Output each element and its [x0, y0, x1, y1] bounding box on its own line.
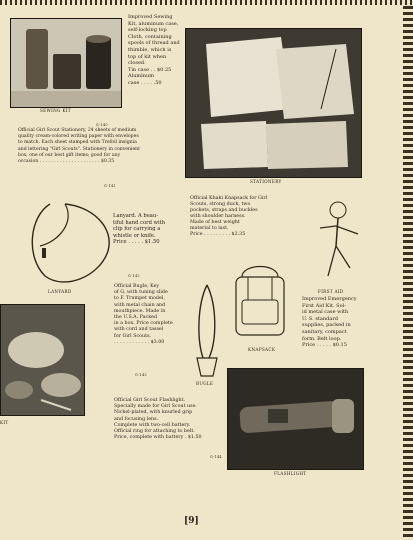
lanyard-description: Lanyard. A beau- tiful hand cord with clip for carrying a whistle or knife. Price . . . . . $1.50: [113, 213, 166, 246]
sewing-kit-photo: [10, 18, 122, 108]
sewing-kit-item-number: G-140: [96, 123, 108, 127]
mess-kit-illustration: [1, 305, 84, 415]
sewing-kit-caption: SEWING KIT: [40, 108, 71, 113]
flashlight-photo: [227, 368, 364, 470]
bugle-caption: BUGLE: [196, 381, 214, 386]
stationery-description: Official Girl Scout Stationery, 24 sheets of medium quality cream-colored writing paper with envelopes to match. Each sheet stamped with Trefoil insignia and lettering "Girl Scouts". Stationery in convenient box, one of our best gift items; good for any occasion . . . . . . . . . . . . . . . . . . . . . $0.35: [18, 128, 140, 165]
flashlight-illustration: [228, 369, 363, 469]
knapsack-caption: KNAPSACK: [248, 347, 276, 352]
flashlight-item-number: G-144: [210, 455, 222, 459]
flashlight-description: Official Girl Scout Flashlight. Specially made for Girl Scout use. Nickel-plated, with knurled grip and focusing lens. Complete with two-cell battery. Official ring for attaching to belt. Price, complete with battery . $1.50: [114, 398, 202, 441]
lanyard-illustration: [20, 196, 115, 291]
sewing-kit-illustration: [11, 19, 121, 107]
flashlight-caption: FLASHLIGHT: [274, 471, 307, 476]
stationery-illustration: [186, 29, 361, 177]
stationery-item-number: G-141: [104, 184, 116, 188]
knapsack-illustration: [228, 255, 293, 345]
stationery-photo: [185, 28, 362, 178]
sewing-kit-description: Improved Sewing Kit, aluminum case, self-locking top Cloth, containing spools of thread and thimble, which is top of kit when closed. Tin case . . $0.25 Aluminum case . . . . .50: [128, 14, 180, 86]
page-top-edge: [0, 0, 413, 5]
first-aid-figure-illustration: [310, 198, 365, 288]
page-edge: [403, 0, 413, 540]
stationery-caption: STATIONERY: [250, 179, 282, 184]
mess-kit-photo: [0, 304, 85, 416]
knapsack-description: Official Khaki Knapsack for Girl Scouts, strong duck, two pockets, straps and buckles with shoulder harness. Made of best weight material to last. Price . . . . . . . . . $2.35: [190, 196, 268, 237]
first-aid-caption: FIRST AID: [318, 289, 344, 294]
bugle-description: Official Bugle, Key of G, with tuning slide to F. Trumpet model, with metal chain and mouthpiece. Made in the U.S.A. Packed in a box. Price complete with cord and tassel for Girl Scouts. . . . . . . . . . . . . $3.00: [114, 284, 173, 345]
lanyard-item-number: G-142: [128, 274, 140, 278]
page-number: [9]: [184, 516, 199, 526]
mess-kit-caption: KIT: [0, 420, 9, 425]
lanyard-caption: LANYARD: [48, 289, 72, 294]
bugle-illustration: [193, 280, 221, 380]
bugle-item-number: G-143: [135, 373, 147, 377]
first-aid-description: Improved Emergency First Aid Kit. Sol- id metal case with U. S. standard supplies, packed in sanitary, compact form. Belt loop. Price . . . . . $0.15: [302, 296, 357, 349]
